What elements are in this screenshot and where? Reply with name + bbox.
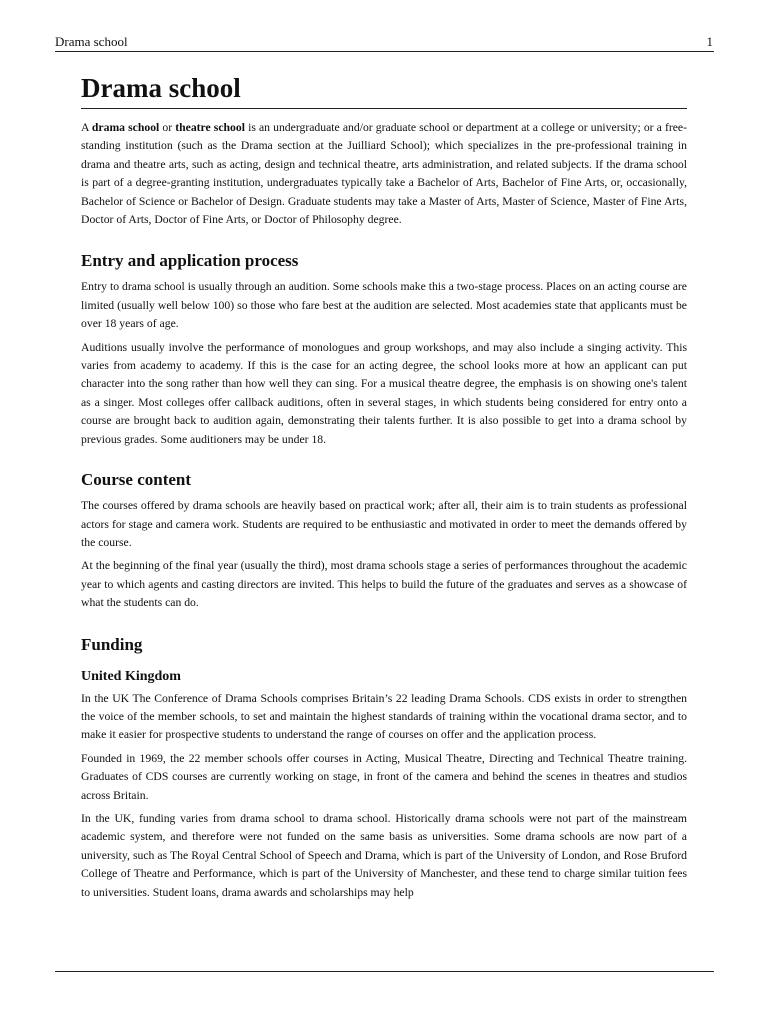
intro-text-rest: is an undergraduate and/or graduate school or department at a college or university; or a free-standing institution (such as the Drama section at the Juilliard School); which specializes in the pre-professional training in drama and theatre arts, such as acting, design and technical theatre, arts administration, and related subjects. If the drama school is part of a degree-granting institution, undergraduates typically take a Bachelor of Arts, Bachelor of Fine Arts, or, occasionally, Bachelor of Science or Bachelor of Design. Graduate students may take a Master of Arts, Master of Science, Master of Fine Arts, Doctor of Arts, Doctor of Fine Arts, or Doctor of Philosophy degree. (81, 121, 687, 227)
course-paragraph-2: At the beginning of the final year (usually the third), most drama schools stage a series of performances throughout the academic year to which agents and casting directors are invited. This helps to build the future of the graduates and serves as a showcase of what the students can do. (81, 559, 687, 610)
title-rule (81, 108, 687, 109)
intro-text-or: or (159, 121, 176, 134)
article-title: Drama school (81, 73, 241, 103)
intro-text-start: A (81, 121, 92, 134)
page-number: 1 (706, 34, 713, 49)
article-body (81, 70, 687, 902)
entry-paragraph-2: Auditions usually involve the performance of monologues and group workshops, and may also include a singing activity. This varies from academy to academy. If this is the case for an acting degree, the school looks more at how an applicant can put character into the song rather than how well they can sing. For a musical theatre degree, the emphasis is on showing one's talent as a singer. Most colleges offer callback auditions, often in several stages, in which students being considered for entry onto a course are brought back to audition again, demonstrating their talents further. It is also possible to get into a drama school by previous grades. Some auditioners may be under 18. (81, 340, 687, 446)
term-drama-school: drama school (91, 121, 160, 134)
funding-paragraph-1: In the UK The Conference of Drama Schools comprises Britain’s 22 leading Drama Schools. CDS exists in order to strengthen the voice of the member schools, to set and maintain the highest standards of training within the vocational drama sector, and to make it easier for prospective students to understand the range of courses on offer and the application process. (81, 691, 687, 742)
term-theatre-school: theatre school (175, 121, 245, 134)
funding-paragraph-3: In the UK, funding varies from drama school to drama school. Historically drama schools were not part of the mainstream academic system, and therefore were not funded on the same basis as universities. Some drama schools are now part of a university, such as The Royal Central School of Speech and Drama, which is part of the University of London, and Rose Bruford College of Theatre and Performance, which is part of the University of Manchester, and these tend to charge similar tuition fees to universities. Student loans, drama awards and scholarships may help (81, 811, 687, 899)
subsection-heading-uk: United Kingdom (81, 668, 181, 684)
course-paragraph-1: The courses offered by drama schools are heavily based on practical work; after all, their aim is to train students as professional actors for stage and camera work. Students are required to be enthusiastic and motivated in order to meet the demands offered by the course. (81, 499, 687, 549)
section-heading-funding: Funding (81, 634, 143, 654)
section-heading-entry: Entry and application process (81, 251, 299, 271)
intro-paragraph (81, 119, 687, 229)
header-rule (55, 51, 714, 52)
running-title: Drama school (55, 34, 128, 49)
footer-rule (55, 971, 714, 972)
entry-paragraph-1: Entry to drama school is usually through an audition. Some schools make this a two-stage process. Places on an acting course are limited (usually well below 100) so those who fare best at the audition are selected. Most academies state that applicants must be over 18 years of age. (81, 280, 687, 331)
funding-paragraph-2: Founded in 1969, the 22 member schools offer courses in Acting, Musical Theatre, Directing and Technical Theatre training. Graduates of CDS courses are currently working on stage, in front of the camera and behind the scenes in theatres and studios across Britain. (81, 751, 687, 802)
section-heading-course: Course content (81, 470, 192, 490)
running-header (55, 34, 713, 50)
